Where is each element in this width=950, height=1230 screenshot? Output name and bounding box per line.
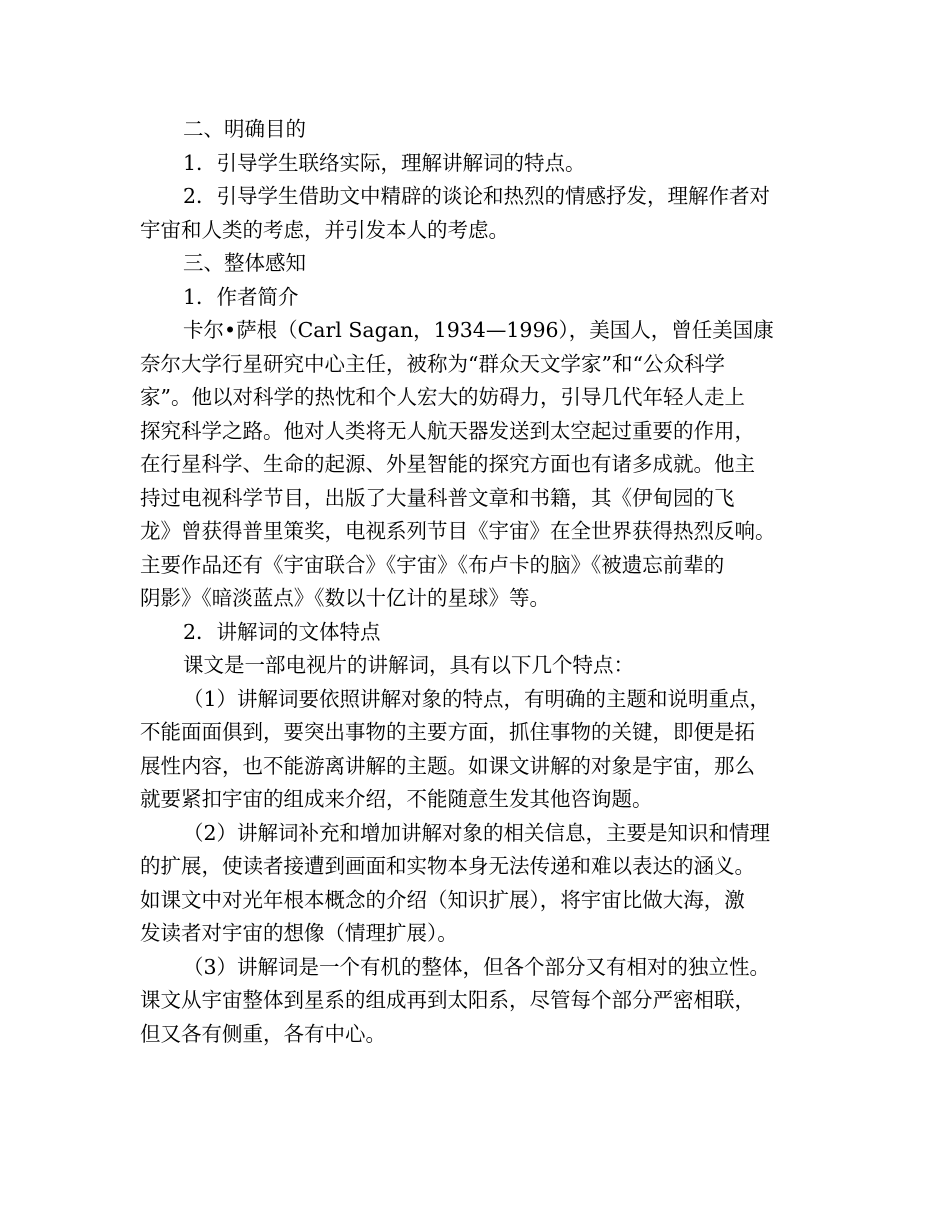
- text-line: 奈尔大学行星研究中心主任，被称为“群众天文学家”和“公众科学: [140, 351, 725, 376]
- text-line: 阴影》《暗淡蓝点》《数以十亿计的星球》等。: [140, 586, 550, 610]
- text-line: 家”。他以对科学的热忱和个人宏大的妨碍力，引导几代年轻人走上: [140, 385, 745, 409]
- text-line: 在行星科学、生命的起源、外星智能的探究方面也有诸多成就。他主: [140, 452, 755, 476]
- text-line: 探究科学之路。他对人类将无人航天器发送到太空起过重要的作用，: [140, 418, 755, 443]
- text-line: 主要作品还有《宇宙联合》《宇宙》《布卢卡的脑》《被遗忘前辈的: [140, 552, 725, 577]
- text-line: 1．引导学生联络实际，理解讲解词的特点。: [183, 150, 586, 175]
- text-line: 二、明确目的: [183, 117, 306, 141]
- text-line: 课文从宇宙整体到星系的组成再到太阳系，尽管每个部分严密相联，: [140, 988, 755, 1012]
- text-line: 三、整体感知: [183, 251, 306, 275]
- text-line: 1．作者简介: [183, 284, 299, 309]
- text-line: 不能面面俱到，要突出事物的主要方面，抓住事物的关键，即便是拓: [140, 720, 755, 744]
- text-line: 2．讲解词的文体特点: [183, 619, 381, 644]
- text-line: 2．引导学生借助文中精辟的谈论和热烈的情感抒发，理解作者对: [183, 184, 771, 208]
- text-line: 龙》曾获得普里策奖，电视系列节目《宇宙》在全世界获得热烈反响。: [140, 519, 776, 543]
- text-line: 的扩展，使读者接遭到画面和实物本身无法传递和难以表达的涵义。: [140, 854, 755, 878]
- text-line: 如课文中对光年根本概念的介绍（知识扩展），将宇宙比做大海，激: [140, 887, 745, 912]
- text-line: （3）讲解词是一个有机的整体，但各个部分又有相对的独立性。: [183, 954, 771, 979]
- text-line: 课文是一部电视片的讲解词，具有以下几个特点：: [183, 653, 634, 677]
- text-line: 持过电视科学节目，出版了大量科普文章和书籍，其《伊甸园的飞: [140, 485, 735, 510]
- text-line: 宇宙和人类的考虑，并引发本人的考虑。: [140, 217, 509, 242]
- text-line: 展性内容，也不能游离讲解的主题。如课文讲解的对象是宇宙，那么: [140, 753, 755, 778]
- text-line: 发读者对宇宙的想像（情理扩展）。: [140, 921, 458, 945]
- document-body: [140, 113, 820, 1051]
- text-line: 就要紧扣宇宙的组成来介绍，不能随意生发其他咨询题。: [140, 787, 653, 811]
- text-line: （2）讲解词补充和增加讲解对象的相关信息，主要是知识和情理: [183, 820, 771, 845]
- text-line: 卡尔•萨根（Carl Sagan，1934—1996），美国人，曾任美国康: [183, 318, 774, 342]
- text-line: （1）讲解词要依照讲解对象的特点，有明确的主题和说明重点，: [183, 686, 771, 711]
- text-line: 但又各有侧重，各有中心。: [140, 1021, 386, 1046]
